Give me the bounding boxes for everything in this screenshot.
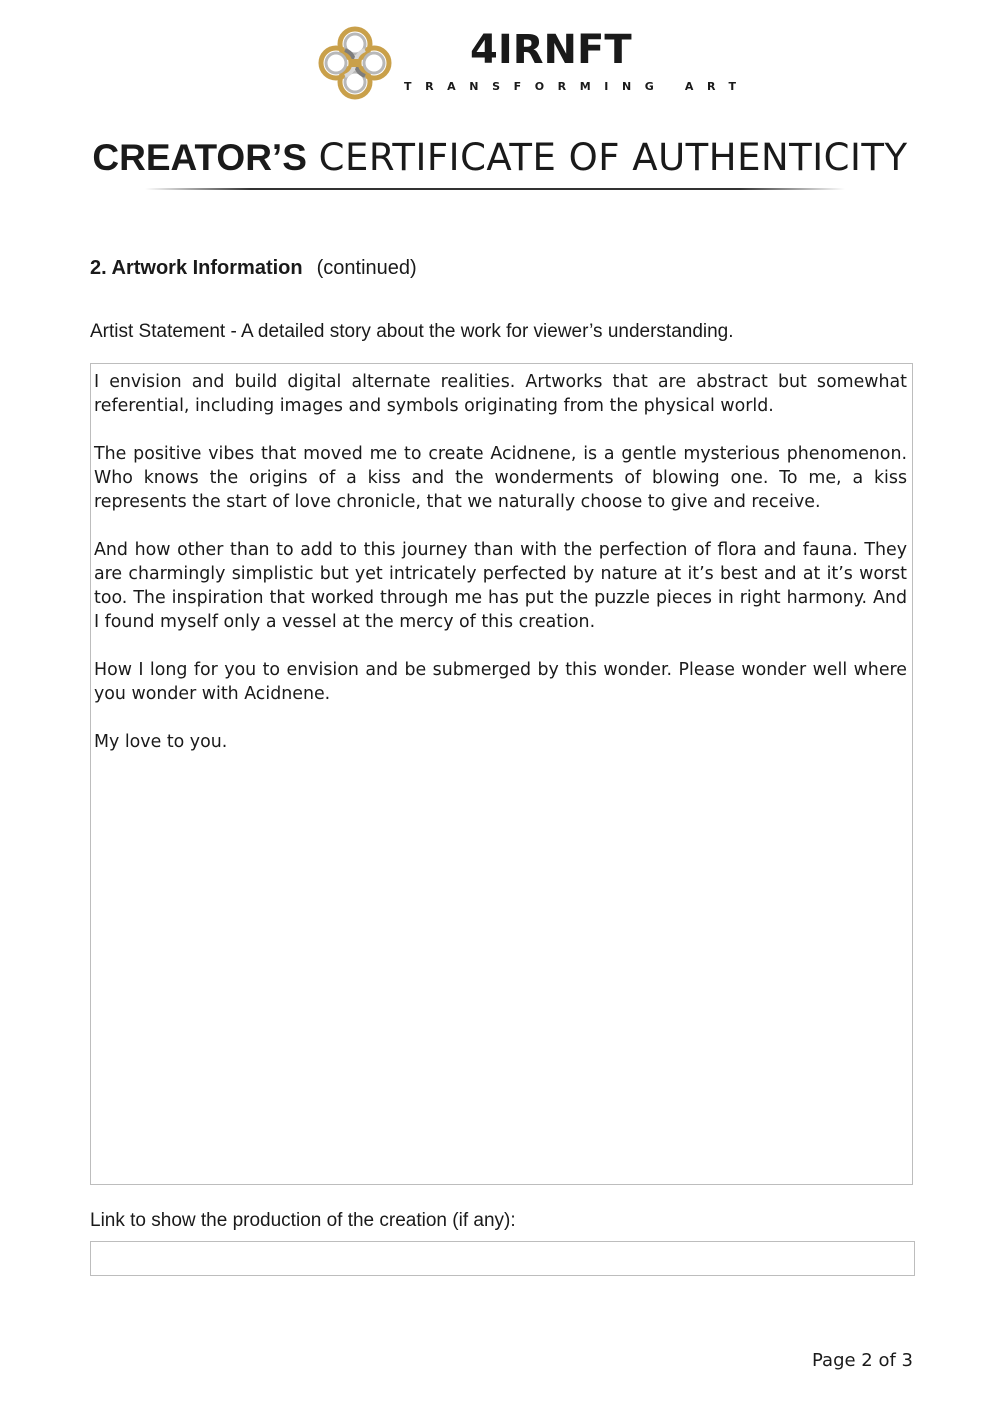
statement-paragraph: The positive vibes that moved me to create Acidnene, is a gentle mysterious phenomenon. Who knows the origins of a kiss and the wonderments of blowing one. To me, a kiss represents the start of love chronicle, that we naturally choose to give and receive. [94,444,907,512]
section-continued-label: (continued) [316,257,417,279]
brand-tagline: TRANSFORMING ART [404,80,750,93]
artist-statement-label: Artist Statement - A detailed story about the work for viewer’s understanding. [90,321,734,342]
statement-paragraph: How I long for you to envision and be submerged by this wonder. Please wonder well where you wonder with Acidnene. [94,660,907,704]
production-link-field[interactable] [90,1241,915,1276]
section-heading [90,256,417,280]
section-heading-text: 2. Artwork Information [90,257,303,279]
title-bold-part: CREATOR’S [92,137,307,178]
page-number: Page 2 of 3 [812,1350,913,1371]
artist-statement-field[interactable] [90,363,913,1185]
title-divider [145,188,845,190]
title-rest: CERTIFICATE OF AUTHENTICITY [318,136,908,179]
statement-paragraph: I envision and build digital alternate realities. Artworks that are abstract but somewhat referential, including images and symbols originating from the physical world. [94,372,907,416]
header [0,22,1000,102]
production-link-label: Link to show the production of the creation (if any): [90,1210,516,1231]
statement-paragraph: And how other than to add to this journey than with the perfection of flora and fauna. They are charmingly simplistic but yet intricately perfected by nature at it’s best and at it’s worst too. The inspiration that worked through me has put the puzzle pieces in right harmony. And I found myself only a vessel at the mercy of this creation. [94,540,907,632]
statement-paragraph: My love to you. [94,732,228,752]
page-title [0,138,1000,178]
infinity-knot-logo-icon [316,24,394,102]
brand-name: 4IRNFT [470,27,632,73]
